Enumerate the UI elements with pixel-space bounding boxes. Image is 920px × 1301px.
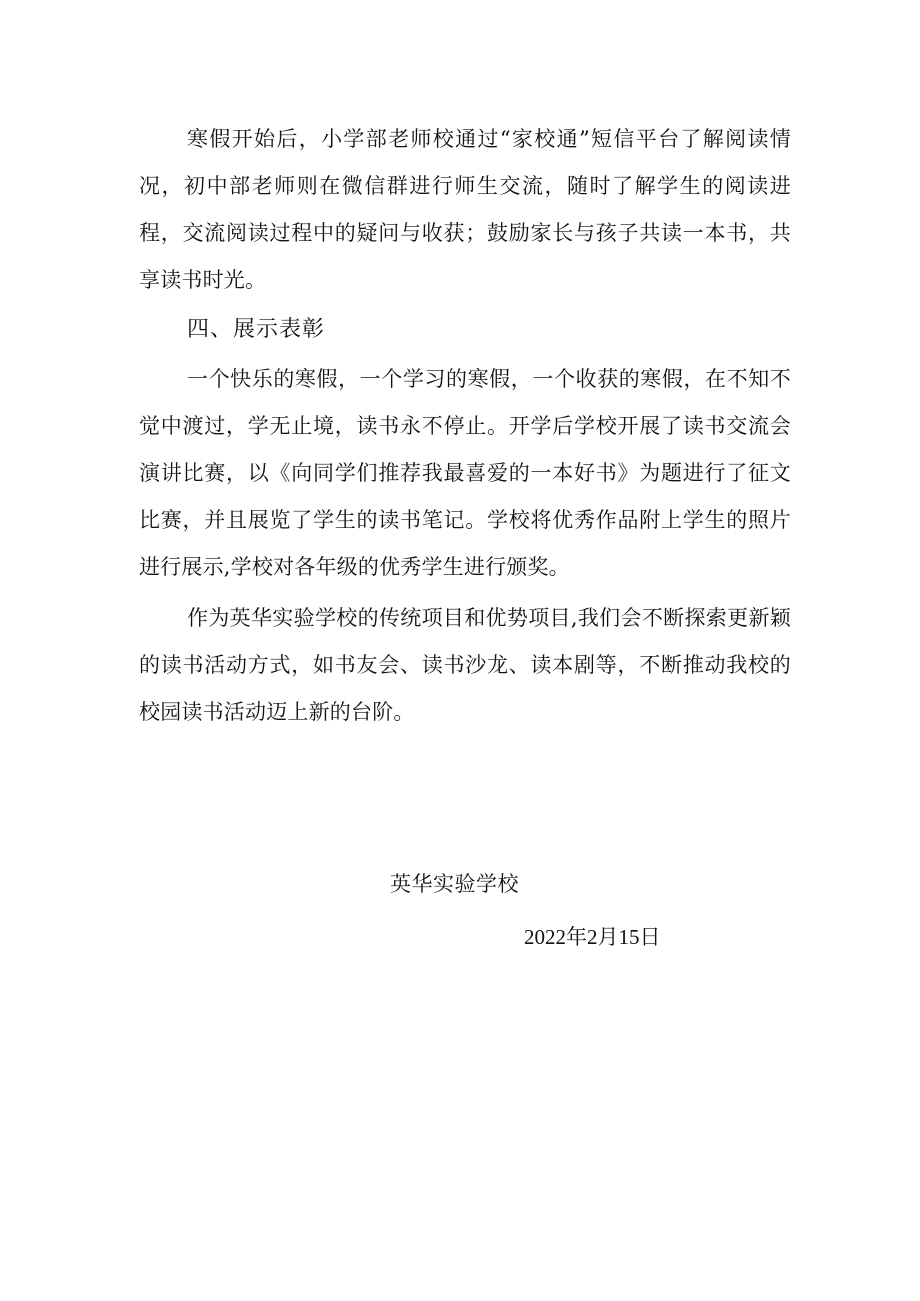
- paragraph-exhibition-awards: 一个快乐的寒假，一个学习的寒假，一个收获的寒假，在不知不觉中渡过，学无止境，读书永不停止。开学后学校开展了读书交流会演讲比赛，以《向同学们推荐我最喜爱的一本好书》为题进行了征文比赛，并且展览了学生的读书笔记。学校将优秀作品附上学生的照片进行展示,学校对各年级的优秀学生进行颁奖。: [139, 367, 791, 579]
- signature-school-name: 英华实验学校: [390, 872, 519, 896]
- paragraph-reading-followup: 寒假开始后，小学部老师校通过“家校通”短信平台了解阅读情况，初中部老师则在微信群进行师生交流，随时了解学生的阅读进程，交流阅读过程中的疑问与收获；鼓励家长与孩子共读一本书，共享读书时光。: [139, 127, 791, 292]
- paragraph-future-plans: 作为英华实验学校的传统项目和优势项目,我们会不断探索更新颖的读书活动方式，如书友会、读书沙龙、读本剧等，不断推动我校的校园读书活动迈上新的台阶。: [139, 606, 791, 724]
- signature-date: 2022年2月15日: [524, 925, 661, 949]
- section-heading-awards: 四、展示表彰: [187, 317, 326, 342]
